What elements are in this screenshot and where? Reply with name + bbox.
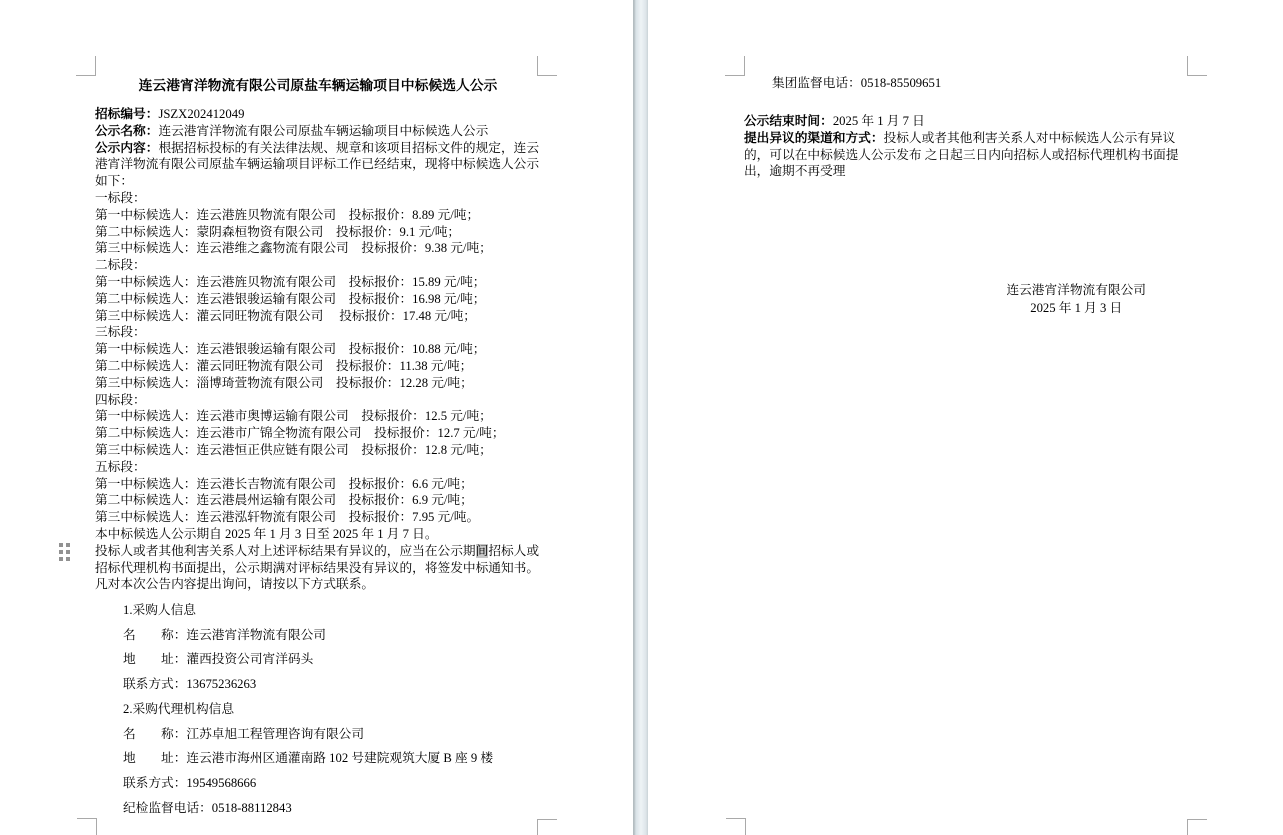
- text-run: 港宵洋物流有限公司原盐车辆运输项目评标工作已经结束，现将中标候选人公示: [95, 157, 540, 172]
- text-line: [95, 459, 541, 476]
- text-run: 招标编号：: [95, 107, 159, 121]
- text-run: 本中标候选人公示期自 2025 年 1 月 3 日至 2025 年 1 月 7 日。: [95, 526, 438, 541]
- text-line: [95, 392, 541, 409]
- text-run: 第一中标候选人：连云港市奥博运输有限公司 投标报价：12.5 元/吨；: [95, 409, 492, 424]
- text-line: [95, 560, 541, 577]
- text-run: 第三中标候选人：淄博琦萱物流有限公司 投标报价：12.28 元/吨；: [95, 375, 473, 390]
- text-run: 连云港宵洋物流有限公司原盐车辆运输项目中标候选人公示: [158, 123, 489, 138]
- text-line: [123, 672, 541, 697]
- text-run: 第三中标候选人：连云港维之鑫物流有限公司 投标报价：9.38 元/吨；: [95, 241, 492, 256]
- text-run: 第二中标候选人：连云港银骏运输有限公司 投标报价：16.98 元/吨；: [95, 291, 486, 306]
- highlighted-char: 间: [475, 543, 489, 558]
- text-run: 联系方式：19549568666: [123, 775, 257, 790]
- text-run: 2.采购代理机构信息: [123, 701, 235, 716]
- text-line: [95, 291, 541, 308]
- text-run: 1.采购人信息: [123, 603, 196, 617]
- text-run: 第一中标候选人：连云港旌贝物流有限公司 投标报价：15.89 元/吨；: [95, 274, 486, 289]
- text-line: [95, 442, 541, 459]
- crop-mark-top-left-icon: [725, 56, 745, 76]
- signature-block: [1006, 282, 1146, 317]
- text-run: 出，逾期不再受理: [744, 164, 846, 179]
- text-run: 二标段：: [95, 258, 146, 273]
- text-run: 名 称：连云港宵洋物流有限公司: [123, 627, 326, 642]
- text-run: 五标段：: [95, 459, 146, 474]
- text-line: [95, 106, 541, 123]
- text-run: 公示结束时间：: [744, 114, 833, 128]
- text-line: [744, 147, 1190, 164]
- text-line: [95, 240, 541, 257]
- text-run: 凡对本次公告内容提出询问，请按以下方式联系。: [95, 577, 375, 592]
- crop-mark-bottom-left-icon: [77, 818, 97, 835]
- text-line: [95, 358, 541, 375]
- page-2-surface[interactable]: [648, 0, 1283, 835]
- page-2-text-area: [744, 75, 1190, 823]
- text-run: 地 址：连云港市海州区通灌南路 102 号建院观筑大厦 B 座 9 楼: [123, 751, 494, 766]
- signature-company: 连云港宵洋物流有限公司: [1006, 283, 1146, 297]
- text-line: [123, 796, 541, 821]
- crop-mark-bottom-left-icon: [726, 818, 746, 835]
- text-run: 地 址：灌西投资公司宵洋码头: [123, 652, 314, 667]
- text-line: [95, 324, 541, 341]
- text-run: 名 称：江苏卓旭工程管理咨询有限公司: [123, 726, 365, 741]
- text-line: [123, 623, 541, 648]
- text-run: 公示名称：: [95, 123, 159, 138]
- text-line: [95, 425, 541, 442]
- text-line: [95, 476, 541, 493]
- text-run: 纪检监督电话：0518-88112843: [123, 800, 292, 815]
- text-run: 一标段：: [95, 190, 146, 205]
- text-run: 四标段：: [95, 392, 146, 407]
- text-line: [744, 130, 1190, 147]
- text-line: [123, 598, 541, 623]
- text-run: 2025 年 1 月 7 日: [832, 114, 925, 128]
- text-line: [123, 697, 541, 722]
- text-run: 如下：: [95, 174, 134, 189]
- document-title: 连云港宵洋物流有限公司原盐车辆运输项目中标候选人公示: [138, 78, 498, 93]
- text-run: 第一中标候选人：连云港旌贝物流有限公司 投标报价：8.89 元/吨；: [95, 207, 480, 222]
- crop-mark-bottom-right-icon: [1187, 819, 1207, 835]
- text-line: [95, 576, 541, 593]
- text-run: 第三中标候选人：连云港恒正供应链有限公司 投标报价：12.8 元/吨；: [95, 442, 492, 457]
- text-line: [95, 509, 541, 526]
- text-line: [95, 526, 541, 543]
- text-line: [95, 140, 541, 157]
- text-run: 第一中标候选人：连云港银骏运输有限公司 投标报价：10.88 元/吨；: [95, 342, 486, 357]
- crop-mark-top-right-icon: [1187, 56, 1207, 76]
- text-run: JSZX202412049: [158, 107, 245, 121]
- text-line: [95, 308, 541, 325]
- text-run: 第二中标候选人：连云港市广锦全物流有限公司 投标报价：12.7 元/吨；: [95, 426, 505, 441]
- text-line: [95, 156, 541, 173]
- text-run: 投标人或者其他利害关系人对上述评标结果有异议的，应当在公示期: [95, 543, 476, 558]
- crop-mark-top-left-icon: [76, 56, 96, 76]
- text-run: 招标人或: [488, 543, 540, 558]
- text-line: [95, 274, 541, 291]
- text-line: [123, 746, 541, 771]
- text-run: 公示内容：: [95, 140, 159, 155]
- text-run: 集团监督电话：0518-85509651: [772, 76, 942, 90]
- text-line: [95, 341, 541, 358]
- contact-info-block: [95, 598, 541, 820]
- objection-notice-block: [744, 113, 1190, 180]
- text-line: [95, 543, 541, 560]
- text-run: 第三中标候选人：连云港泓轩物流有限公司 投标报价：7.95 元/吨。: [95, 510, 480, 525]
- text-line: [95, 408, 541, 425]
- text-line: [744, 163, 1190, 180]
- text-run: 第二中标候选人：连云港晨州运输有限公司 投标报价：6.9 元/吨；: [95, 493, 473, 508]
- signature-date: 2025 年 1 月 3 日: [1030, 300, 1123, 315]
- supervision-phone-block: [744, 75, 1190, 92]
- text-run: 第二中标候选人：蒙阴森桓物资有限公司 投标报价：9.1 元/吨；: [95, 224, 461, 239]
- text-line: [123, 771, 541, 796]
- text-run: 联系方式：13675236263: [123, 677, 257, 692]
- revision-marker-icon[interactable]: [59, 543, 70, 561]
- text-line: [95, 123, 541, 140]
- text-line: [95, 190, 541, 207]
- text-line: [123, 647, 541, 672]
- page-gap-divider: [633, 0, 648, 835]
- text-line: [95, 257, 541, 274]
- text-run: 三标段：: [95, 325, 146, 340]
- text-run: 招标代理机构书面提出，公示期满对评标结果没有异议的，将签发中标通知书。: [95, 560, 540, 575]
- text-line: [95, 492, 541, 509]
- text-line: [95, 224, 541, 241]
- text-run: 第一中标候选人：连云港长吉物流有限公司 投标报价：6.6 元/吨；: [95, 476, 473, 491]
- text-run: 投标人或者其他利害关系人对中标候选人公示有异议: [883, 130, 1176, 145]
- text-run: 的，可以在中标候选人公示发布 之日起三日内向招标人或招标代理机构书面提: [744, 147, 1179, 162]
- page-1-text-area: [95, 75, 541, 823]
- text-run: 提出异议的渠道和方式：: [744, 130, 884, 145]
- text-line: [95, 173, 541, 190]
- text-line: [123, 722, 541, 747]
- text-run: 第三中标候选人：灌云同旺物流有限公司 投标报价：17.48 元/吨；: [95, 308, 476, 323]
- text-run: 根据招标投标的有关法律法规、规章和该项目招标文件的规定，连云: [158, 140, 540, 155]
- text-run: 第二中标候选人：灌云同旺物流有限公司 投标报价：11.38 元/吨；: [95, 358, 473, 373]
- announcement-body: [95, 106, 541, 593]
- text-line: [772, 75, 1190, 92]
- page-1-surface[interactable]: [0, 0, 633, 835]
- crop-mark-top-right-icon: [537, 56, 557, 76]
- text-line: [95, 375, 541, 392]
- text-line: [95, 207, 541, 224]
- text-line: [744, 113, 1190, 130]
